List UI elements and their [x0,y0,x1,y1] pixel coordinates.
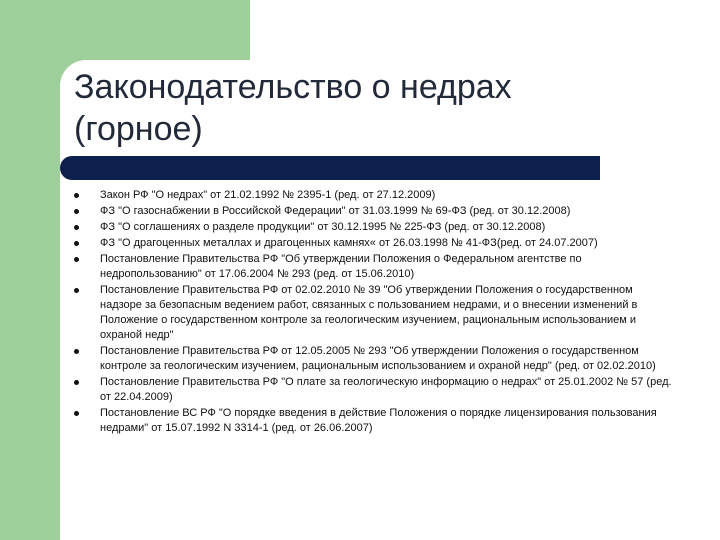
list-item [74,406,674,436]
bullet-icon [74,209,79,214]
title-underline-bar [60,156,600,180]
bullet-icon [74,257,79,262]
list-item [74,344,674,374]
slide-title: Законодательство о недрах (горное) [74,68,512,148]
bullet-icon [74,411,79,416]
list-item-text: Закон РФ "О недрах" от 21.02.1992 № 2395-1 (ред. от 27.12.2009) [100,189,436,201]
law-list [74,188,674,437]
list-item [74,252,674,282]
list-item [74,236,674,251]
bullet-icon [74,288,79,293]
list-item-text: ФЗ "О драгоценных металлах и драгоценных камнях« от 26.03.1998 № 41-ФЗ(ред. от 24.07.2007) [100,237,598,249]
list-item-text: Постановление Правительства РФ от 02.02.2010 № 39 "Об утверждении Положения о государственном надзоре за безопасным ведением работ, связанных с пользованием недрами, и о внесении изменений в Положение о государственном контроле за геологическим изучением, рациональным использованием и охраной недр" [100,284,638,341]
bullet-icon [74,225,79,230]
list-item-text: ФЗ "О газоснабжении в Российской Федерации" от 31.03.1999 № 69-ФЗ (ред. от 30.12.2008) [100,205,571,217]
list-item-text: Постановление ВС РФ "О порядке введения в действие Положения о порядке лицензирования пользования недрами" от 15.07.1992 N 3314-1 (ред. от 26.06.2007) [100,407,657,434]
list-item-text: ФЗ "О соглашениях о разделе продукции" от 30.12.1995 № 225-ФЗ (ред. от 30.12.2008) [100,221,546,233]
list-item [74,204,674,219]
list-item-text: Постановление Правительства РФ от 12.05.2005 № 293 "Об утверждении Положения о государственном контроле за геологическим изучением, рациональным использованием и охраной недр" (ред. от 02.02.2010) [100,345,656,372]
list-item [74,188,674,203]
list-item-text: Постановление Правительства РФ "Об утверждении Положения о Федеральном агентстве по недропользованию" от 17.06.2004 № 293 (ред. от 15.06.2010) [100,253,582,280]
bullet-icon [74,380,79,385]
list-item-text: Постановление Правительства РФ "О плате за геологическую информацию о недрах" от 25.01.2002 № 57 (ред. от 22.04.2009) [100,376,672,403]
list-item [74,375,674,405]
bullet-icon [74,241,79,246]
bullet-icon [74,349,79,354]
list-item [74,283,674,343]
bullet-icon [74,193,79,198]
list-item [74,220,674,235]
